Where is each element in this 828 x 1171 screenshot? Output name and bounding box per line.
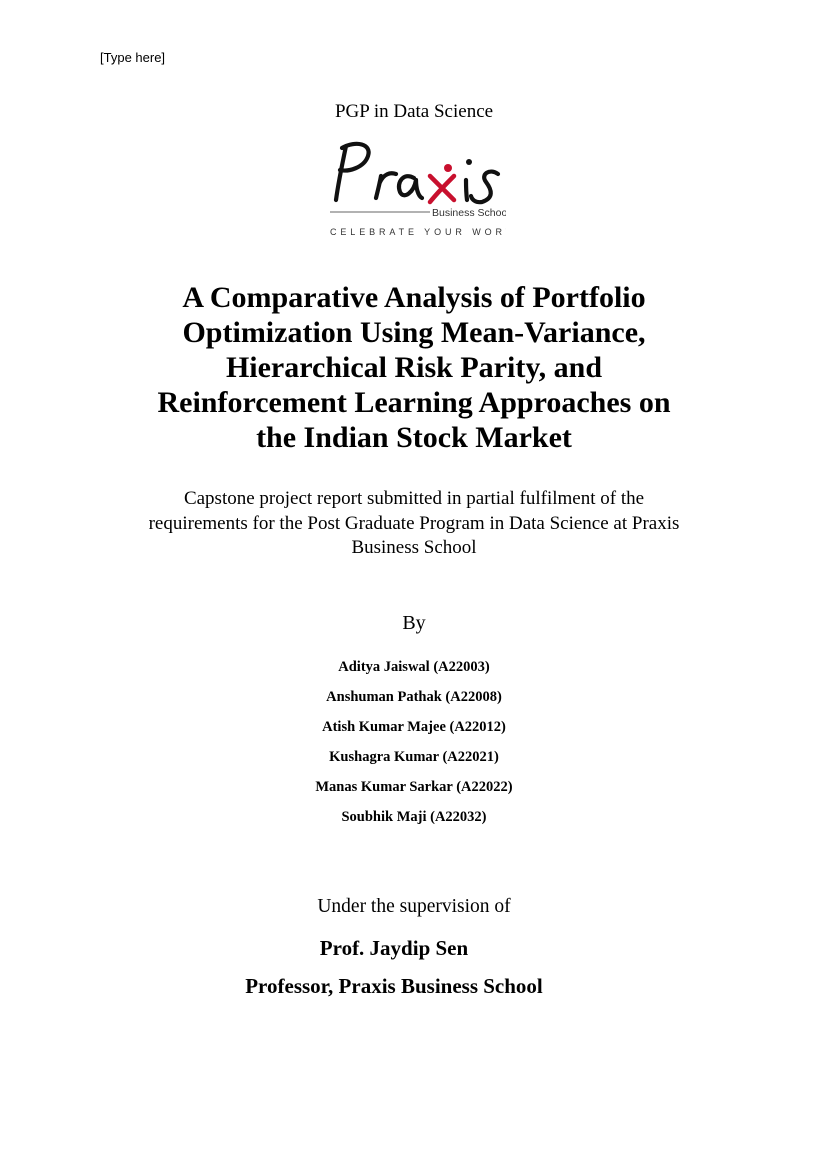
report-title bbox=[0, 280, 828, 455]
report-subtitle bbox=[0, 487, 828, 561]
author-item: Atish Kumar Majee (A22012) bbox=[322, 719, 506, 735]
author-item: Manas Kumar Sarkar (A22022) bbox=[315, 779, 513, 795]
title-line: Hierarchical Risk Parity, and bbox=[225, 351, 603, 384]
author-list bbox=[0, 652, 828, 832]
praxis-logo bbox=[326, 140, 506, 238]
author-item: Kushagra Kumar (A22021) bbox=[329, 749, 499, 765]
logo-tagline-text: CELEBRATE YOUR WORTH bbox=[330, 227, 506, 237]
title-line: the Indian Stock Market bbox=[256, 421, 572, 454]
author-item: Anshuman Pathak (A22008) bbox=[326, 689, 502, 705]
title-line: A Comparative Analysis of Portfolio bbox=[182, 281, 646, 314]
subtitle-line: Capstone project report submitted in partial fulfilment of the bbox=[183, 488, 645, 509]
author-item: Soubhik Maji (A22032) bbox=[341, 809, 487, 825]
title-line: Optimization Using Mean-Variance, bbox=[182, 316, 646, 349]
supervisor-title: Professor, Praxis Business School bbox=[245, 974, 543, 998]
supervisor-name: Prof. Jaydip Sen bbox=[319, 936, 469, 960]
program-name: PGP in Data Science bbox=[334, 101, 494, 122]
author-item: Aditya Jaiswal (A22003) bbox=[338, 659, 490, 675]
supervision-label: Under the supervision of bbox=[317, 896, 511, 917]
header-placeholder-text: [Type here] bbox=[100, 50, 166, 65]
by-label: By bbox=[402, 612, 426, 634]
title-line: Reinforcement Learning Approaches on bbox=[157, 386, 671, 419]
logo-school-text: Business School bbox=[432, 207, 506, 219]
subtitle-line: Business School bbox=[351, 537, 477, 558]
subtitle-line: requirements for the Post Graduate Program in Data Science at Praxis bbox=[148, 512, 680, 534]
